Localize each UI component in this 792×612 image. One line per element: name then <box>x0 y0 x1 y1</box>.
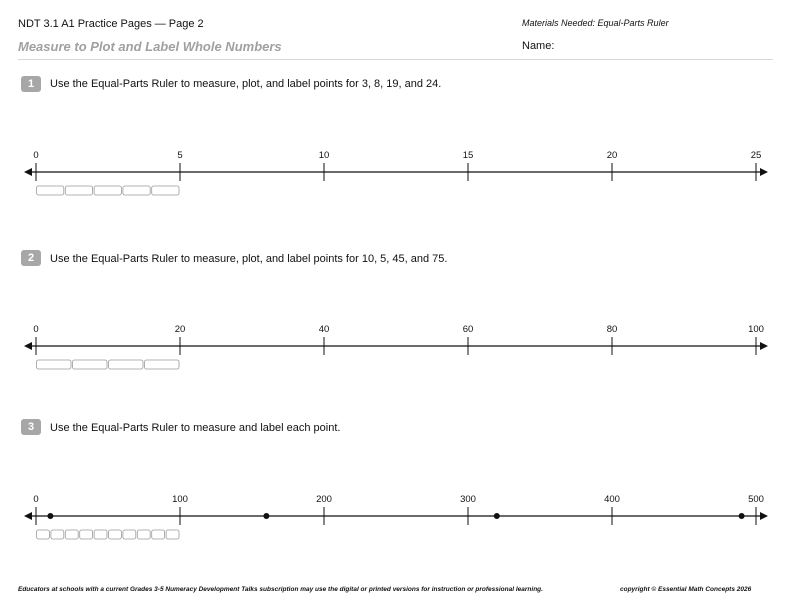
ruler-segment <box>152 530 165 539</box>
tick-label: 25 <box>750 150 762 161</box>
materials-note: Materials Needed: Equal-Parts Ruler <box>522 18 669 28</box>
problem-2-badge: 2 <box>21 250 41 266</box>
ruler-segment <box>109 360 144 369</box>
right-arrow-icon <box>760 512 768 520</box>
ruler-segment <box>37 530 50 539</box>
tick-label: 500 <box>748 494 764 505</box>
ruler-segment <box>137 530 150 539</box>
ruler-segment <box>166 530 179 539</box>
ruler-segment <box>73 360 108 369</box>
ruler-segment <box>65 530 78 539</box>
right-arrow-icon <box>760 342 768 350</box>
ruler-segment <box>109 530 122 539</box>
name-label: Name: <box>522 40 555 52</box>
tick-label: 20 <box>174 324 186 335</box>
ruler-segment <box>65 186 92 195</box>
tick-label: 40 <box>318 324 330 335</box>
footer-license: Educators at schools with a current Grades 3-5 Numeracy Development Talks subscription may use the digital or printed versions for instruction or professional learning. <box>18 586 543 593</box>
plotted-point <box>494 513 500 519</box>
problem-3-badge: 3 <box>21 419 41 435</box>
page-title: NDT 3.1 A1 Practice Pages — Page 2 <box>18 18 204 30</box>
tick-label: 80 <box>606 324 618 335</box>
ruler-segment <box>94 530 107 539</box>
ruler-segment <box>37 360 72 369</box>
plotted-point <box>47 513 53 519</box>
left-arrow-icon <box>24 342 32 350</box>
tick-label: 100 <box>172 494 188 505</box>
problem-1-badge: 1 <box>21 76 41 92</box>
tick-label: 200 <box>316 494 332 505</box>
tick-label: 0 <box>33 150 39 161</box>
right-arrow-icon <box>760 168 768 176</box>
plotted-point <box>739 513 745 519</box>
tick-label: 60 <box>462 324 474 335</box>
ruler-segment <box>123 530 136 539</box>
ruler-segment <box>152 186 179 195</box>
problem-1-prompt: Use the Equal-Parts Ruler to measure, plot, and label points for 3, 8, 19, and 24. <box>50 78 442 90</box>
tick-label: 10 <box>318 150 330 161</box>
ruler-segment <box>123 186 150 195</box>
footer-copyright: copyright © Essential Math Concepts 2026 <box>620 586 752 593</box>
tick-label: 100 <box>748 324 764 335</box>
ruler-segment <box>51 530 64 539</box>
tick-label: 0 <box>33 324 39 335</box>
tick-label: 15 <box>462 150 474 161</box>
left-arrow-icon <box>24 512 32 520</box>
tick-label: 0 <box>33 494 39 505</box>
ruler-segment <box>80 530 93 539</box>
ruler-segment <box>37 186 64 195</box>
tick-label: 5 <box>177 150 183 161</box>
tick-label: 300 <box>460 494 476 505</box>
ruler-segment <box>94 186 121 195</box>
tick-label: 400 <box>604 494 620 505</box>
ruler-segment <box>145 360 180 369</box>
problem-2-prompt: Use the Equal-Parts Ruler to measure, plot, and label points for 10, 5, 45, and 75. <box>50 253 448 265</box>
left-arrow-icon <box>24 168 32 176</box>
tick-label: 20 <box>606 150 618 161</box>
plotted-point <box>263 513 269 519</box>
problem-3-prompt: Use the Equal-Parts Ruler to measure and label each point. <box>50 422 341 434</box>
page-subtitle: Measure to Plot and Label Whole Numbers <box>18 39 282 54</box>
